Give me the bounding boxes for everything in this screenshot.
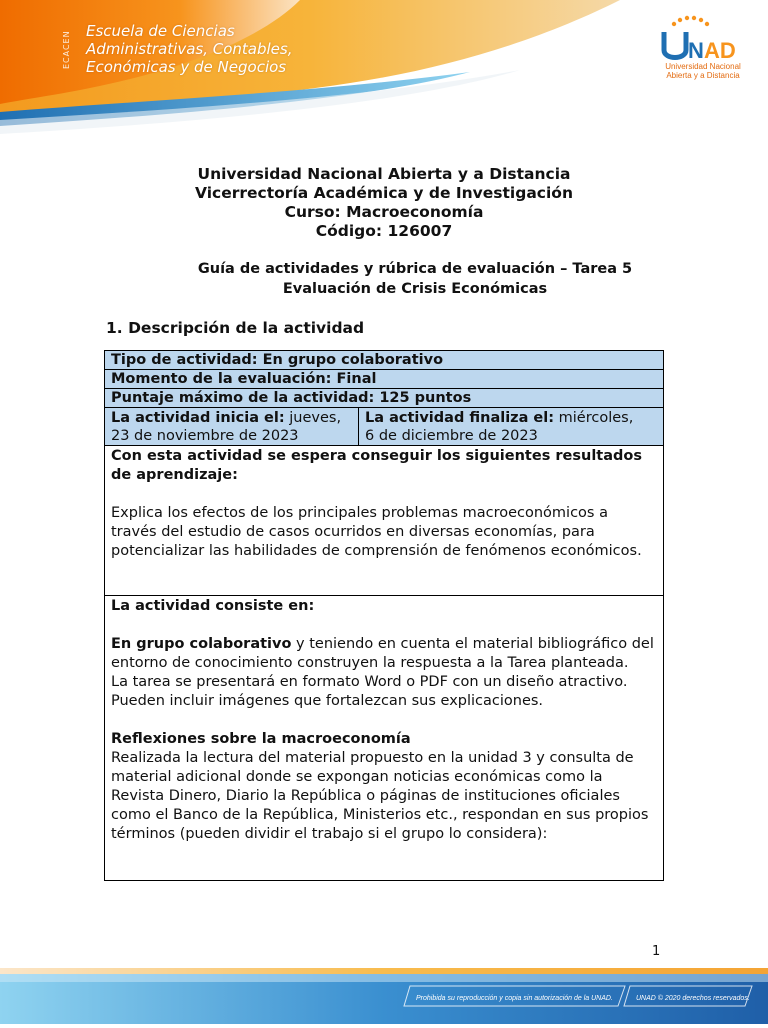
guide-subtitle: Evaluación de Crisis Económicas: [282, 281, 548, 297]
max-score-row: Puntaje máximo de la actividad: 125 puntos: [105, 389, 663, 408]
course-title: Curso: Macroeconomía: [284, 203, 484, 221]
footer-notice: Prohibida su reproducción y copia sin autorización de la UNAD.: [416, 995, 613, 1002]
activity-consists-cell: [105, 596, 663, 880]
school-name-line: Económicas y de Negocios: [86, 58, 287, 76]
end-date-cell: [359, 408, 663, 445]
vicerrectoria-title: Vicerrectoría Académica y de Investigación: [195, 184, 573, 202]
footer-copyright: UNAD © 2020 derechos reservados.: [636, 995, 750, 1002]
reflections-heading: Reflexiones sobre la macroeconomía: [111, 731, 411, 747]
header-banner: [0, 0, 768, 140]
page-number: 1: [652, 944, 661, 959]
section-heading: 1. Descripción de la actividad: [106, 319, 365, 337]
activity-consists-body: y teniendo en cuenta el material bibliográfico del entorno de conocimiento construyen la respuesta a la Tarea planteada.: [111, 636, 654, 671]
reflections-text: Realizada la lectura del material propuesto en la unidad 3 y consulta de material adicional donde se expongan noticias económicas como la Revista Dinero, Diario la República o páginas de instituciones oficiales como el Banco de la República, Ministerios etc., respondan en sus propios términos (pueden dividir el trabajo si el grupo lo considera):: [111, 750, 649, 842]
learning-results-text: Explica los efectos de los principales problemas macroeconómicos a través del estudio de casos ocurridos en diversas economías, para potencializar las habilidades de comprensión de fenómenos económicos.: [111, 505, 642, 559]
unad-logo-subtitle: [660, 62, 746, 80]
group-mode-label: En grupo colaborativo: [111, 636, 292, 652]
school-name: [86, 22, 293, 76]
learning-results-heading: Con esta actividad se espera conseguir los siguientes resultados de aprendizaje:: [111, 448, 642, 483]
svg-text:AD: AD: [704, 38, 736, 63]
activity-type-row: Tipo de actividad: En grupo colaborativo: [105, 351, 663, 370]
footer-banner: [0, 958, 768, 1024]
footer-wave-graphic: [0, 958, 768, 1024]
start-date-weekday: jueves,: [284, 410, 342, 426]
learning-results-cell: [105, 446, 663, 596]
guide-title: Guía de actividades y rúbrica de evaluación – Tarea 5: [197, 261, 633, 277]
activity-consists-heading: La actividad consiste en:: [111, 598, 315, 614]
activity-info-table: [104, 350, 664, 881]
end-date-weekday: miércoles,: [554, 410, 634, 426]
start-date-cell: [105, 408, 359, 445]
ecacen-vertical-label: ECACEN: [62, 30, 71, 70]
start-date-value: 23 de noviembre de 2023: [111, 428, 299, 444]
format-text: La tarea se presentará en formato Word o PDF con un diseño atractivo. Pueden incluir imágenes que fortalezcan sus explicaciones.: [111, 674, 628, 709]
evaluation-moment-row: Momento de la evaluación: Final: [105, 370, 663, 389]
course-code: Código: 126007: [315, 222, 453, 240]
logo-subtitle-line: Universidad Nacional: [665, 62, 741, 71]
logo-subtitle-line: Abierta y a Distancia: [666, 71, 740, 80]
university-title: Universidad Nacional Abierta y a Distancia: [197, 165, 571, 183]
school-name-line: Escuela de Ciencias: [86, 22, 235, 40]
svg-text:N: N: [688, 38, 704, 63]
school-name-line: Administrativas, Contables,: [86, 40, 293, 58]
dates-row: [105, 408, 663, 446]
end-date-value: 6 de diciembre de 2023: [365, 428, 538, 444]
start-date-label: La actividad inicia el:: [111, 410, 285, 426]
activity-consists-text: [111, 635, 657, 673]
end-date-label: La actividad finaliza el:: [365, 410, 555, 426]
